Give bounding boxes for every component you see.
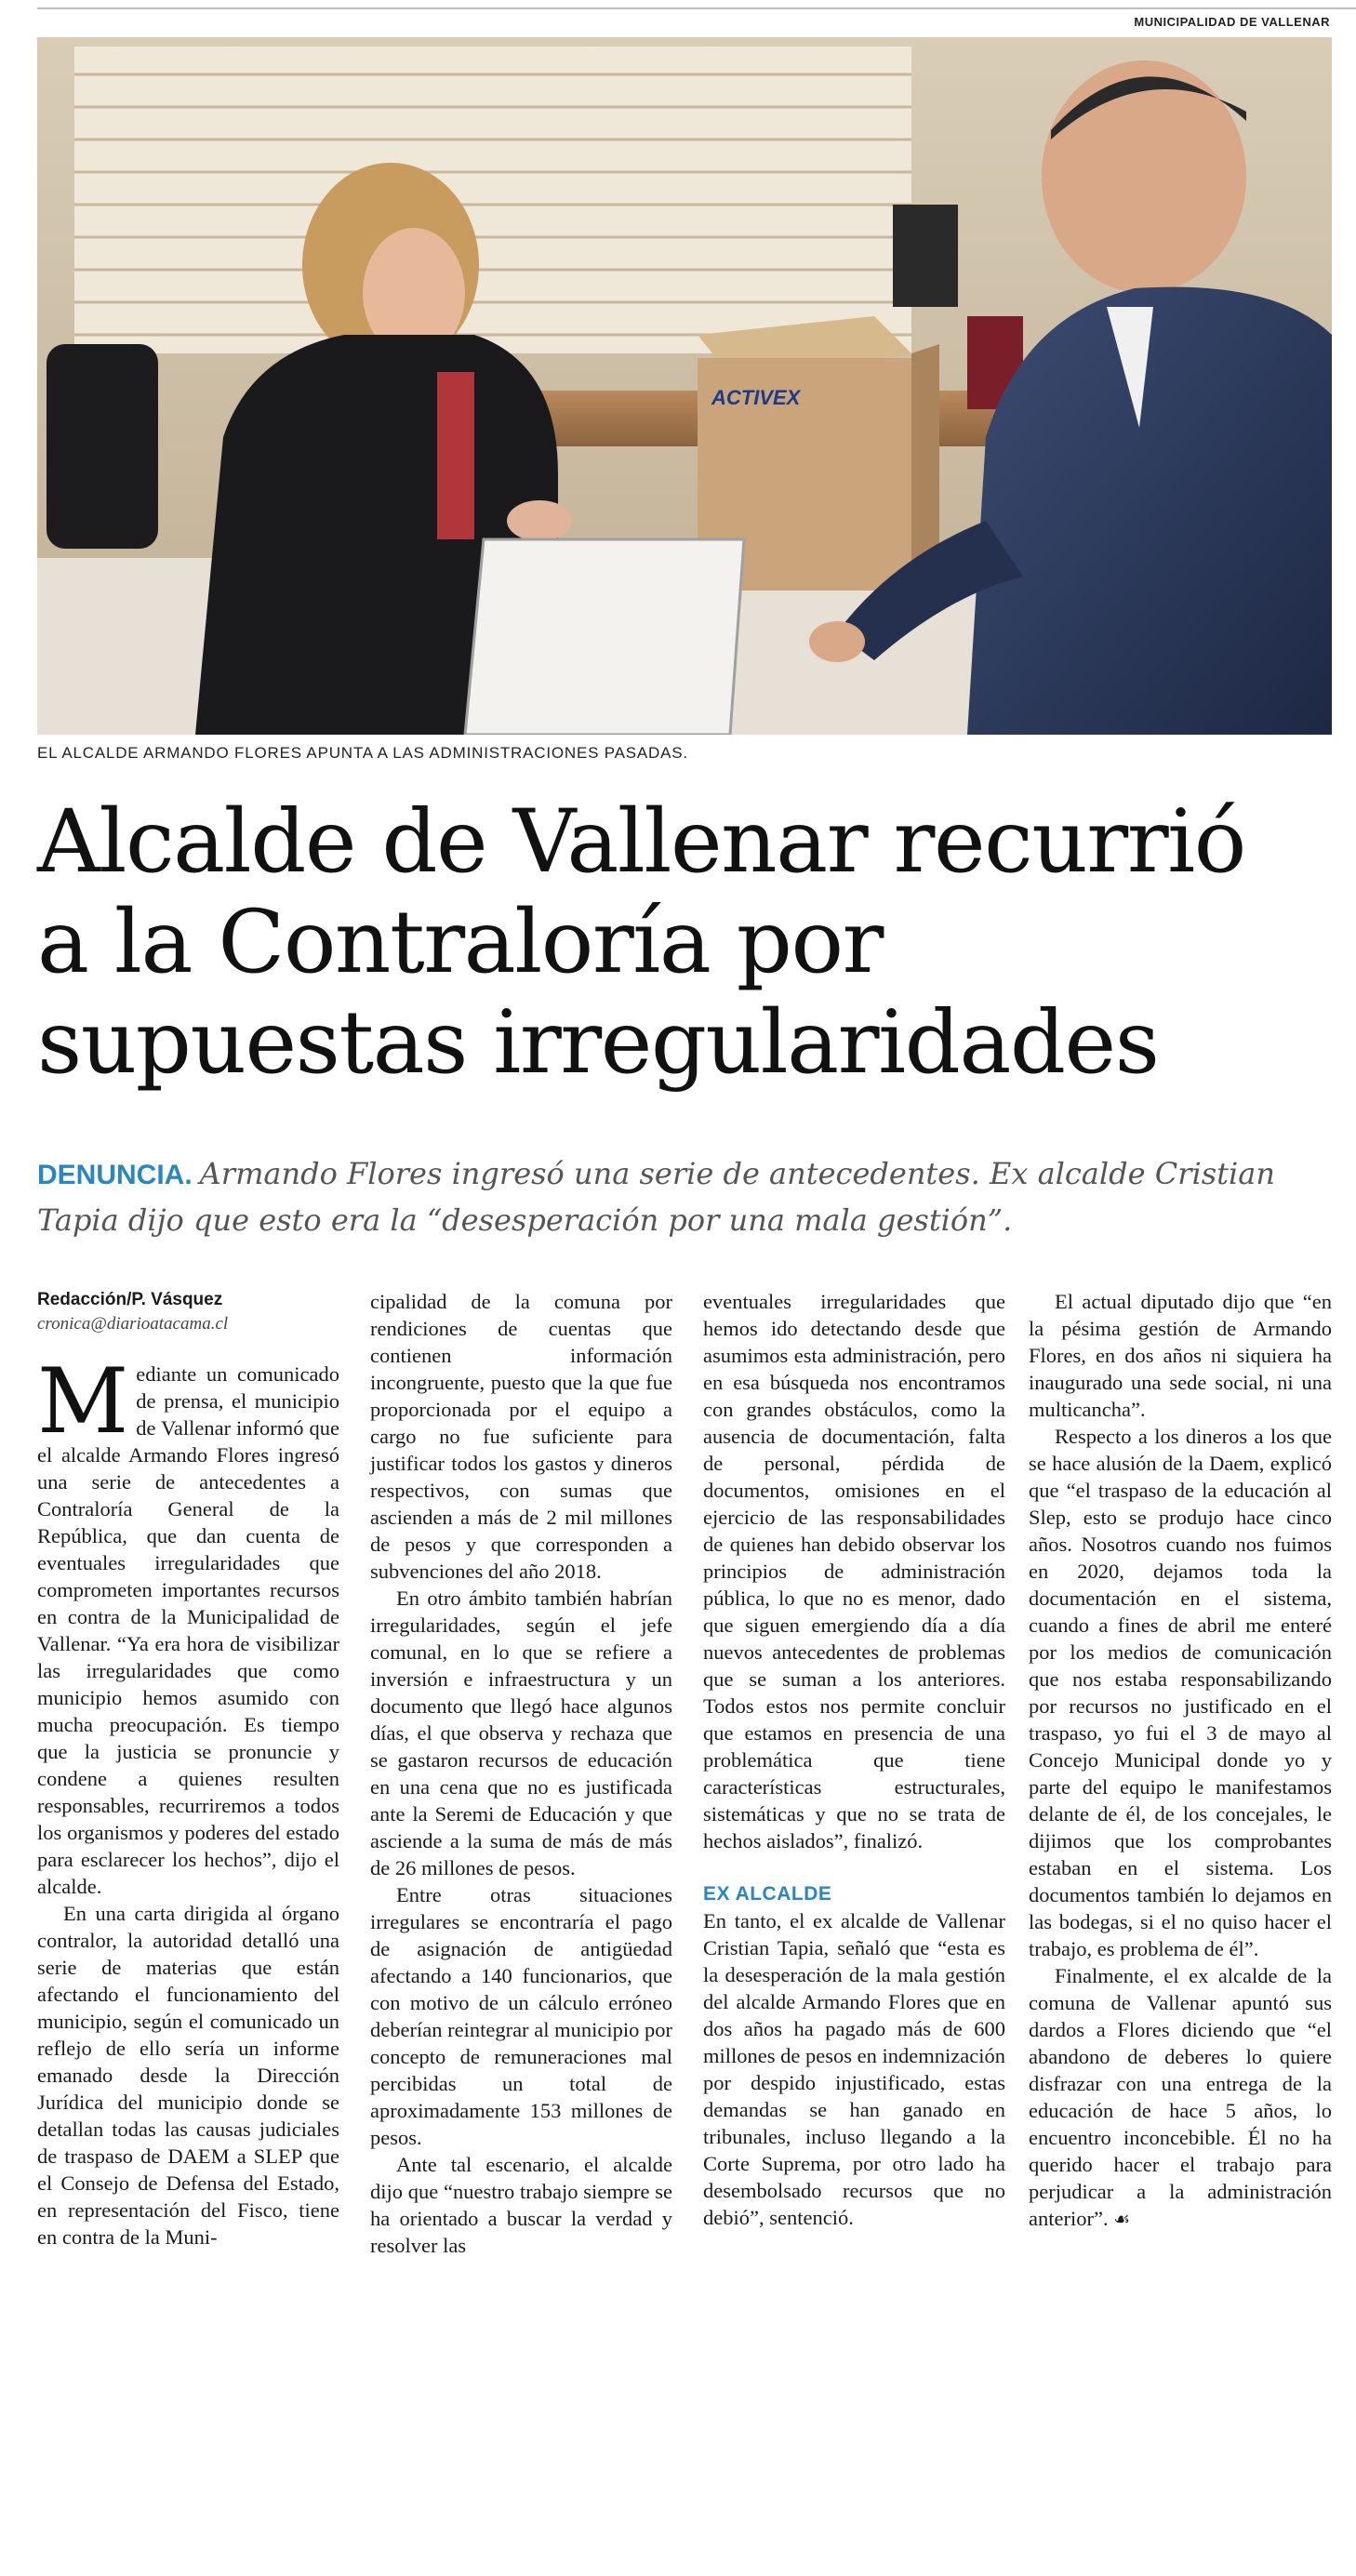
end-mark-icon: ☙ [1113,2208,1131,2230]
deck-kicker: DENUNCIA. [37,1160,193,1190]
box-label: ACTIVEX [711,386,801,409]
paragraph [37,1349,339,1900]
paragraph: El actual diputado dijo que “en la pésima gestión de Armando Flores, en dos años ni siquiera ha inaugurado una sede social, ni una multicancha”. [1029,1290,1332,1421]
byline-email[interactable]: cronica@diarioatacama.cl [37,1314,229,1334]
paragraph: En una carta dirigida al órgano contralor, la autoridad detalló una serie de materias que están afectando el funcionamiento del municipio, según el comunicado un reflejo de ello sería un informe emanado desde la Dirección Jurídica del municipio donde se detallan todas las causas judiciales de traspaso de DAEM a SLEP que el Consejo de Defensa del Estado, en representación del Fisco, tiene en contra de la Muni- [37,1902,339,2249]
top-rule [37,7,1356,9]
paragraph: En otro ámbito también habrían irregularidades, según el jefe comunal, en lo que se refiere a inversión e infraestructura y un documento que llegó hace algunos días, el que observa y rechaza que se gastaron recursos de educación en una cena que no es justificada ante la Seremi de Educación y que asciende a la suma de más de más de 26 millones de pesos. [370,1587,672,1879]
column-2 [370,1288,672,2259]
deck-text: Armando Flores ingresó una serie de antecedentes. Ex alcalde Cristian Tapia dijo que esto era la “desesperación por una mala gestión”. [37,1156,1275,1238]
paragraph: eventuales irregularidades que hemos ido detectando desde que asumimos esta administración, pero en esa búsqueda nos encontramos con grandes obstáculos, como la ausencia de documentación, falta de personal, pérdida de documentos, omisiones en el ejercicio de las responsabilidades de quienes han debido observar los principios de administración pública, lo que no es menor, dado que siguen emergiendo día a día nuevos antecedentes de problemas que se suman a los anteriores. Todos estos nos permite concluir que estamos en presencia de una problemática que tiene características estructurales, sistemáticas y que no se trata de hechos aislados”, finalizó. [703,1290,1005,1852]
paragraph: Entre otras situaciones irregulares se encontraría el pago de asignación de antigüedad afectando a 140 funcionarios, que con motivo de un cálculo erróneo deberían reintegrar al municipio por concepto de remuneraciones mal percibidas un total de aproximadamente 153 millones de pesos. [370,1883,672,2149]
article-photo [37,37,1332,735]
window-blinds [74,46,911,353]
paragraph: Ante tal escenario, el alcalde dijo que “nuestro trabajo siempre se ha orientado a buscar la verdad y resolver las [370,2153,672,2257]
headline-line-2: a la Contraloría por [37,892,883,993]
paragraph [1029,1962,1332,2233]
photo-illustration [37,37,1332,735]
paragraph-text: ediante un comunicado de prensa, el municipio de Vallenar informó que el alcalde Armando Flores ingresó una serie de antecedentes a Contraloría General de la República, que dan cuenta de eventuales irregularidades que comprometen importantes recursos en contra de la Municipalidad de Vallenar. “Ya era hora de visibilizar las irregularidades que como municipio hemos asumido con mucha preocupación. Es tiempo que la justicia se pronuncie y condene a quienes resulten responsables, recurriremos a todos los organismos y poderes del estado para esclarecer los hechos”, dijo el alcalde. [37,1362,339,1898]
paragraph: Respecto a los dineros a los que se hace alusión de la Daem, explicó que “el traspaso de la educación al Slep, esto se produjo hace cinco años. Nosotros cuando nos fuimos en 2020, dejamos toda la documentación en el sistema, cuando a fines de abril me enteré por los medios de comunicación que nos estaba responsabilizando por recursos no justificado en el traspaso, yo fui el 3 de mayo al Concejo Municipal donde yo y parte del equipo le manifestamos delante de él, de los concejales, le dijimos que los comprobantes estaban en el sistema. Los documentos también lo dejamos en las bodegas, si el no quiso hacer el trabajo, es problema de él”. [1029,1425,1332,1960]
column-4 [1029,1288,1332,2233]
photo-credit: MUNICIPALIDAD DE VALLENAR [1134,15,1330,29]
column-3 [703,1288,1005,2231]
article-deck [37,1151,1332,1242]
paragraph: cipalidad de la comuna por rendiciones de cuentas que contienen información incongruente, puesto que la que fue proporcionada por el equipo a cargo no fue suficiente para justificar todos los gastos y dineros respectivos, con sumas que ascienden a más de 2 mil millones de pesos y que corresponden a subvenciones del año 2018. [370,1290,672,1583]
column-1 [37,1288,339,2251]
paragraph: En tanto, el ex alcalde de Vallenar Cristian Tapia, señaló que “esta es la desesperación de la mala gestión del alcalde Armando Flores que en dos años ha pagado más de 600 millones de pesos en indemnización por despido injustificado, estas demandas se han ganado en tribunales, incluso llegando a la Corte Suprema, por otro lado ha desembolsado recursos que no debió”, sentenció. [703,1909,1005,2229]
drop-cap: M [37,1349,129,1454]
byline: Redacción/P. Vásquez [37,1290,223,1309]
photo-caption: EL ALCALDE ARMANDO FLORES APUNTA A LAS ADMINISTRACIONES PASADAS. [37,744,688,762]
headline-line-3: supuestas irregularidades [37,992,1159,1094]
headline-line-1: Alcalde de Vallenar recurrió [37,791,1245,893]
headline [37,792,1332,1094]
subhead-ex-alcalde: EX ALCALDE [703,1883,832,1905]
paragraph-text: Finalmente, el ex alcalde de la comuna de Vallenar apuntó sus dardos a Flores diciendo que “el abandono de deberes lo quiere disfrazar con una entrega de la educación de hace 5 años, lo encuentro inconcebible. Él no ha querido hacer el trabajo para perjudicar a la administración anterior”. [1029,1964,1332,2230]
